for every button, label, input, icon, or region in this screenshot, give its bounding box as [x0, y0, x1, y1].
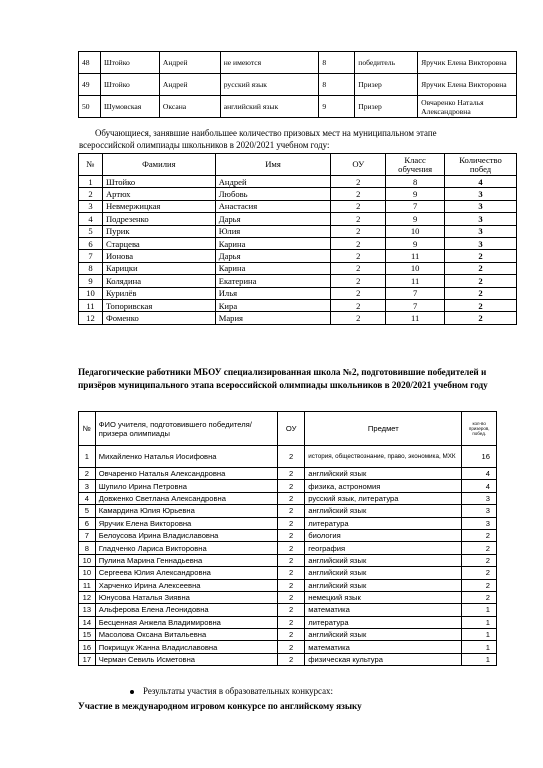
table-cell: Камардина Юлия Юрьевна — [95, 505, 277, 517]
table-cell: 5 — [79, 505, 96, 517]
table-row — [79, 213, 517, 225]
table-cell: 2 — [278, 629, 305, 641]
table-cell: 3 — [462, 492, 497, 504]
table-cell: Анастасия — [215, 200, 331, 212]
table-cell: 2 — [278, 567, 305, 579]
table-cell: 14 — [79, 616, 96, 628]
cell-status: победитель — [355, 52, 418, 74]
cell-first: Андрей — [159, 74, 220, 96]
table-cell: Альферова Елена Леонидовна — [95, 604, 277, 616]
table-cell: 2 — [278, 505, 305, 517]
table-cell: Колядина — [102, 275, 215, 287]
top-students-table — [78, 153, 517, 325]
table-cell: 1 — [462, 604, 497, 616]
table-cell: 2 — [278, 480, 305, 492]
table-cell: 8 — [79, 262, 103, 274]
table-cell: 2 — [462, 554, 497, 566]
table-row — [79, 468, 497, 480]
table-cell: 10 — [79, 287, 103, 299]
table-cell: русский язык, литература — [305, 492, 462, 504]
table-cell: Мария — [215, 312, 331, 324]
table-cell: 12 — [79, 591, 96, 603]
table-cell: 1 — [79, 176, 103, 188]
table-cell: 5 — [79, 225, 103, 237]
table-cell: 11 — [79, 579, 96, 591]
cell-grade: 9 — [319, 96, 355, 118]
contests-bullet — [130, 686, 333, 696]
table-row — [79, 52, 517, 74]
table-row — [79, 641, 497, 653]
table-cell: 2 — [331, 225, 386, 237]
cell-subject: не имеются — [220, 52, 319, 74]
table-cell: 3 — [445, 225, 517, 237]
cell-first: Андрей — [159, 52, 220, 74]
table-cell: Ионова — [102, 250, 215, 262]
table-cell: английский язык — [305, 629, 462, 641]
column-header: ОУ — [331, 154, 386, 176]
table-cell: Подрезенко — [102, 213, 215, 225]
table-header-row — [79, 412, 497, 446]
intro-line-1: Обучающиеся, занявшие наибольшее количество призовых мест на муниципальном этапе — [95, 128, 437, 138]
table-cell: 17 — [79, 653, 96, 665]
table-cell: 2 — [462, 591, 497, 603]
table-cell: 1 — [462, 616, 497, 628]
table-cell: Андрей — [215, 176, 331, 188]
table-cell: 2 — [331, 200, 386, 212]
table-cell: Гладченко Лариса Викторовна — [95, 542, 277, 554]
table-cell: 10 — [79, 567, 96, 579]
table-cell: Карицки — [102, 262, 215, 274]
olympiad-results-table-fragment — [78, 51, 517, 118]
table-row — [79, 225, 517, 237]
cell-n: 49 — [79, 74, 101, 96]
table-row — [79, 579, 497, 591]
table-cell: 2 — [462, 529, 497, 541]
table-cell: Пулина Марина Геннадьевна — [95, 554, 277, 566]
table-cell: английский язык — [305, 505, 462, 517]
table-cell: Харченко Ирина Алексеевна — [95, 579, 277, 591]
column-header: ОУ — [278, 412, 305, 446]
table-cell: Кира — [215, 299, 331, 311]
table-cell: 2 — [331, 312, 386, 324]
teachers-section-heading: Педагогические работники МБОУ специализированная школа №2, подготовившие победителей и призёров муниципального этапа всероссийской олимпиады школьников в 2020/2021 учебном году — [78, 367, 488, 390]
table-cell: Сергеева Юлия Александровна — [95, 567, 277, 579]
table-cell: Екатерина — [215, 275, 331, 287]
table-row — [79, 517, 497, 529]
table-cell: 2 — [278, 579, 305, 591]
table-cell: Дарья — [215, 250, 331, 262]
table-cell: 1 — [462, 641, 497, 653]
table-row — [79, 188, 517, 200]
table-cell: 9 — [386, 213, 445, 225]
table-cell: 2 — [331, 213, 386, 225]
table-cell: 16 — [462, 446, 497, 468]
table-cell: 9 — [386, 237, 445, 249]
table-cell: 3 — [462, 517, 497, 529]
table-cell: Покрищук Жанна Владиславовна — [95, 641, 277, 653]
table-row — [79, 629, 497, 641]
table-header-row — [79, 154, 517, 176]
table-cell: 6 — [79, 237, 103, 249]
table-cell: география — [305, 542, 462, 554]
table-cell: Шупило Ирина Петровна — [95, 480, 277, 492]
cell-status: Призер — [355, 74, 418, 96]
table-cell: 8 — [79, 542, 96, 554]
table-row — [79, 446, 497, 468]
table-cell: 3 — [445, 188, 517, 200]
table-row — [79, 542, 497, 554]
table-cell: 2 — [278, 653, 305, 665]
table-cell: 2 — [278, 492, 305, 504]
table-cell: английский язык — [305, 554, 462, 566]
table-cell: английский язык — [305, 468, 462, 480]
column-header: № — [79, 154, 103, 176]
table-cell: 2 — [278, 616, 305, 628]
table-row — [79, 505, 497, 517]
table-cell: 7 — [386, 287, 445, 299]
table-cell: Штойко — [102, 176, 215, 188]
table-cell: 2 — [278, 591, 305, 603]
table-cell: 9 — [79, 275, 103, 287]
table-cell: 2 — [79, 468, 96, 480]
table-cell: Фоменко — [102, 312, 215, 324]
table-cell: Илья — [215, 287, 331, 299]
table-cell: 4 — [445, 176, 517, 188]
table-row — [79, 492, 497, 504]
column-header: Фамилия — [102, 154, 215, 176]
table-row — [79, 176, 517, 188]
column-header: Имя — [215, 154, 331, 176]
table-cell: 4 — [79, 492, 96, 504]
cell-n: 48 — [79, 52, 101, 74]
table-cell: 2 — [445, 250, 517, 262]
table-cell: Михайленко Наталья Иосифовна — [95, 446, 277, 468]
column-header: Количество побед — [445, 154, 517, 176]
table-row — [79, 262, 517, 274]
table-cell: 2 — [331, 287, 386, 299]
table-cell: история, обществознание, право, экономика, МХК — [305, 446, 462, 468]
table-cell: 2 — [445, 275, 517, 287]
table-cell: 3 — [445, 213, 517, 225]
table-cell: 11 — [386, 250, 445, 262]
table-cell: 7 — [79, 529, 96, 541]
table-cell: 11 — [79, 299, 103, 311]
column-header: Класс обучения — [386, 154, 445, 176]
table-cell: 2 — [331, 299, 386, 311]
table-cell: 2 — [331, 188, 386, 200]
cell-subject: английский язык — [220, 96, 319, 118]
cell-teacher: Яручик Елена Викторовна — [418, 52, 517, 74]
table-row — [79, 96, 517, 118]
table-cell: Карина — [215, 262, 331, 274]
table-cell: Овчаренко Наталья Александровна — [95, 468, 277, 480]
table-cell: Пурик — [102, 225, 215, 237]
table-cell: 4 — [462, 468, 497, 480]
table-cell: Дарья — [215, 213, 331, 225]
table-cell: Бесценная Анжела Владимировна — [95, 616, 277, 628]
table-row — [79, 74, 517, 96]
cell-teacher: Овчаренко Наталья Александровна — [418, 96, 517, 118]
table-cell: 2 — [331, 237, 386, 249]
cell-subject: русский язык — [220, 74, 319, 96]
table-row — [79, 312, 517, 324]
table-cell: Белоусова Ирина Владиславовна — [95, 529, 277, 541]
table-cell: 1 — [79, 446, 96, 468]
table-cell: 7 — [386, 299, 445, 311]
table-cell: 10 — [386, 225, 445, 237]
table-row — [79, 299, 517, 311]
table-cell: 1 — [462, 653, 497, 665]
table-cell: 2 — [331, 176, 386, 188]
column-header: Предмет — [305, 412, 462, 446]
table-cell: 2 — [79, 188, 103, 200]
cell-grade: 8 — [319, 52, 355, 74]
table-cell: 2 — [462, 579, 497, 591]
table-row — [79, 591, 497, 603]
table-cell: 15 — [79, 629, 96, 641]
table-row — [79, 237, 517, 249]
cell-last: Шумовская — [100, 96, 159, 118]
column-header: № — [79, 412, 96, 446]
table-cell: 12 — [79, 312, 103, 324]
table-cell: литература — [305, 517, 462, 529]
table-row — [79, 200, 517, 212]
cell-n: 50 — [79, 96, 101, 118]
contests-bullet-text: Результаты участия в образовательных конкурсах: — [143, 686, 333, 696]
table-cell: 2 — [278, 641, 305, 653]
table-row — [79, 275, 517, 287]
column-header: кол-во призеров, побед. — [462, 412, 497, 446]
table-cell: 3 — [462, 505, 497, 517]
table-cell: 2 — [462, 542, 497, 554]
table-cell: 13 — [79, 604, 96, 616]
table-row — [79, 287, 517, 299]
table-cell: Юлия — [215, 225, 331, 237]
table-cell: 1 — [462, 629, 497, 641]
table-cell: 2 — [462, 567, 497, 579]
table-cell: 2 — [331, 262, 386, 274]
table-cell: Яручик Елена Викторовна — [95, 517, 277, 529]
cell-grade: 8 — [319, 74, 355, 96]
table-row — [79, 529, 497, 541]
table-cell: 2 — [278, 604, 305, 616]
table-cell: 2 — [278, 446, 305, 468]
table-cell: немецкий язык — [305, 591, 462, 603]
table-cell: 4 — [462, 480, 497, 492]
table-cell: 2 — [445, 299, 517, 311]
table-cell: Невмержицкая — [102, 200, 215, 212]
table-cell: 11 — [386, 312, 445, 324]
table-cell: 2 — [331, 250, 386, 262]
table-cell: 3 — [79, 200, 103, 212]
table-row — [79, 604, 497, 616]
bullet-icon — [130, 690, 134, 694]
table-cell: Любовь — [215, 188, 331, 200]
table-cell: 7 — [79, 250, 103, 262]
table-cell: Довженко Светлана Александровна — [95, 492, 277, 504]
table-cell: 2 — [278, 542, 305, 554]
table-row — [79, 480, 497, 492]
table-cell: математика — [305, 641, 462, 653]
table-cell: Старцева — [102, 237, 215, 249]
table-cell: Топоривская — [102, 299, 215, 311]
column-header: ФИО учителя, подготовившего победителя/призера олимпиады — [95, 412, 277, 446]
table-cell: Артюх — [102, 188, 215, 200]
table-cell: 3 — [445, 237, 517, 249]
table-cell: английский язык — [305, 567, 462, 579]
table-cell: Карина — [215, 237, 331, 249]
table-cell: 2 — [445, 262, 517, 274]
table-cell: 2 — [278, 468, 305, 480]
table-cell: 2 — [278, 529, 305, 541]
table-cell: английский язык — [305, 579, 462, 591]
teachers-table — [78, 411, 497, 666]
table-cell: Масолова Оксана Витальевна — [95, 629, 277, 641]
table-cell: 7 — [386, 200, 445, 212]
table-cell: математика — [305, 604, 462, 616]
table-cell: 9 — [386, 188, 445, 200]
table-cell: 2 — [445, 312, 517, 324]
table-cell: 10 — [79, 554, 96, 566]
table-cell: 3 — [79, 480, 96, 492]
table-cell: 2 — [278, 517, 305, 529]
table-cell: 2 — [278, 554, 305, 566]
table-cell: Курилёв — [102, 287, 215, 299]
top-students-intro — [79, 127, 525, 151]
table-cell: Черман Севиль Исметовна — [95, 653, 277, 665]
cell-last: Штойко — [100, 74, 159, 96]
table-cell: 11 — [386, 275, 445, 287]
cell-status: Призер — [355, 96, 418, 118]
table-cell: 4 — [79, 213, 103, 225]
intro-line-2: всероссийской олимпиады школьников в 2020/2021 учебном году: — [79, 140, 330, 150]
table-row — [79, 616, 497, 628]
table-row — [79, 250, 517, 262]
cell-first: Оксана — [159, 96, 220, 118]
table-cell: физическая культура — [305, 653, 462, 665]
table-cell: 6 — [79, 517, 96, 529]
table-row — [79, 554, 497, 566]
table-cell: физика, астрономия — [305, 480, 462, 492]
table-cell: литература — [305, 616, 462, 628]
table-cell: 10 — [386, 262, 445, 274]
table-cell: биология — [305, 529, 462, 541]
table-cell: 2 — [331, 275, 386, 287]
english-contest-heading: Участие в международном игровом конкурсе по английскому языку — [78, 701, 362, 711]
table-cell: 8 — [386, 176, 445, 188]
table-cell: 3 — [445, 200, 517, 212]
table-cell: 2 — [445, 287, 517, 299]
table-cell: Юнусова Наталья Зиявна — [95, 591, 277, 603]
table-row — [79, 653, 497, 665]
cell-teacher: Яручик Елена Викторовна — [418, 74, 517, 96]
table-row — [79, 567, 497, 579]
cell-last: Штойко — [100, 52, 159, 74]
table-cell: 16 — [79, 641, 96, 653]
